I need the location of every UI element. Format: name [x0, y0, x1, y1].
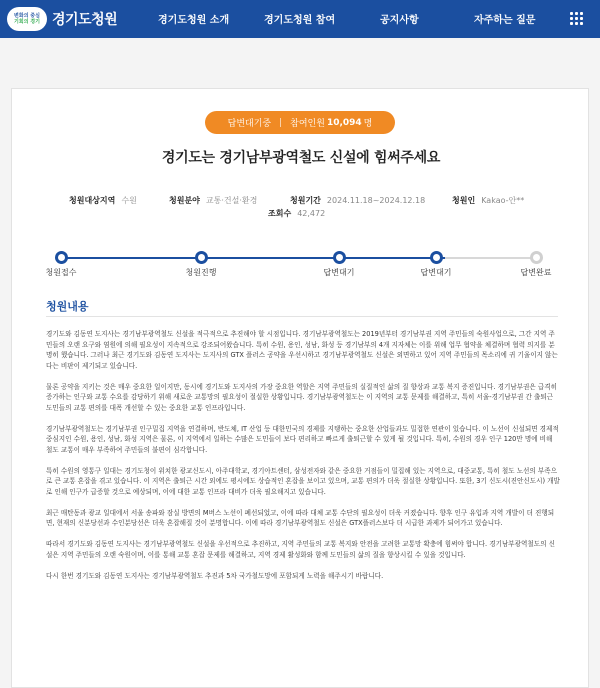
- participants-value: 10,094: [326, 117, 362, 128]
- step-dot-in-progress: [195, 251, 208, 264]
- meta-target: 청원대상지역 수원: [69, 196, 137, 205]
- step-dot-awaiting-2: [430, 251, 443, 264]
- section-title: 청원내용: [46, 300, 89, 313]
- progress-track-remaining: [445, 257, 538, 259]
- paragraph: 특히 수원의 영통구 일대는 경기도청이 위치한 광교신도시, 아주대학교, 경기아트센터, 삼성전자와 같은 중요한 거점들이 밀집해 있는 지역으로, 대중교통, 특히 철도 노선의 부족으로 큰 교통 혼잡을 겪고 있습니다. 이 지역은 출퇴근 시간 외에도 평시에도 상습적인 혼잡을 보이고 있으며, 교통 편의가 더욱 절실한 상황입니다. 또한, 3기 신도시(진안신도시) 개발로 인해 인구가 급증할 것으로 예상되며, 이에 대한 교통 인프라 대비가 더욱 필요해지고 있습니다.: [46, 466, 560, 496]
- nav-petition-intro[interactable]: 경기도청원 소개: [158, 15, 230, 26]
- meta-period: 청원기간 2024.11.18~2024.12.18: [290, 196, 426, 205]
- status-state: 답변대기중: [227, 119, 272, 129]
- nav-petition-participate[interactable]: 경기도청원 참여: [264, 15, 336, 26]
- paragraph: 최근 매탄동과 광교 일대에서 서울 송파와 잠실 방면의 M버스 노선이 폐선되었고, 이에 따라 대체 교통 수단의 필요성이 더욱 커졌습니다. 향후 인구 유입과 지역 개발이 더 진행되면, 현재의 신분당선과 수인분당선은 더욱 혼잡해질 것이 분명합니다. 이에 따라 경기남부광역철도 신설은 GTX플러스보다 더 시급한 과제가 되어가고 있습니다.: [46, 508, 555, 527]
- grid-icon[interactable]: [570, 12, 583, 25]
- paragraph: 물론 공약을 지키는 것은 매우 중요한 일이지만, 동시에 경기도와 도지사의 가장 중요한 역할은 지역 주민들의 실질적인 삶의 질 향상과 교통 복지 증진입니다. 경기남부권은 급격히 증가하는 인구와 교통 수요를 감당하기 위해 새로운 교통망의 필요성이 절실한 상황입니다. 경기남부광역철도는 이 지역의 교통 문제를 해결하고, 특히 서울-경기남부권 간 출퇴근 도민들의 교통 편의를 대폭 개선할 수 있는 중요한 교통 인프라입니다.: [46, 382, 558, 412]
- step-dot-received: [55, 251, 68, 264]
- nav-notice[interactable]: 공지사항: [380, 15, 419, 26]
- step-label-in-progress: 청원진행: [185, 268, 217, 277]
- petition-card: [11, 88, 589, 688]
- status-badge: 답변대기중 | 참여인원 10,094 명: [205, 111, 395, 134]
- step-label-awaiting-2: 답변대기: [420, 268, 452, 277]
- petition-title: 경기도는 경기남부광역철도 신설에 힘써주세요: [161, 150, 441, 166]
- meta-field: 청원분야 교통·건설·환경: [169, 196, 258, 205]
- petition-content: [46, 329, 560, 592]
- step-label-awaiting: 답변대기: [323, 268, 355, 277]
- participants-label: 참여인원: [290, 119, 325, 129]
- paragraph: 따라서 경기도와 김동연 도지사는 경기남부광역철도 신설을 우선적으로 추진하고, 지역 주민들의 교통 복지와 안전을 고려한 교통망 확충에 힘써야 합니다. 경기남부광역철도의 신설은 지역 주민들의 오랜 숙원이며, 이를 통해 교통 혼잡 문제를 해결하고, 지역 경제 활성화와 함께 도민들의 삶의 질을 향상시킬 수 있을 것입니다.: [46, 540, 555, 559]
- meta-views: 조회수 42,472: [268, 209, 326, 218]
- top-navigation-bar: [0, 0, 600, 38]
- logo-text: 경기도청원: [52, 12, 118, 28]
- logo-badge: 변화의 중심 기회의 경기: [7, 7, 47, 31]
- meta-author: 청원인 Kakao-안**: [452, 196, 525, 205]
- nav-faq[interactable]: 자주하는 질문: [474, 15, 536, 26]
- section-divider: [46, 316, 558, 317]
- paragraph: 경기남부광역철도는 경기남부권 인구밀집 지역을 연결하며, 반도체, IT 산업 등 대한민국의 경제를 지탱하는 중요한 산업들과도 밀접한 연관이 있습니다. 이 노선이 신설되면 경제적 중심지인 수원, 용인, 성남, 화성 지역은 물론, 이 지역에서 일하는 수많은 도민들이 보다 편리하고 빠르게 출퇴근할 수 있게 될 것입니다. 특히, 수원의 경우 인구 120만 명에 비해 철도 교통이 매우 부족하여 주민들의 불편이 심각합니다.: [46, 424, 559, 454]
- site-logo[interactable]: [7, 6, 117, 32]
- step-dot-completed: [530, 251, 543, 264]
- paragraph: 다시 한번 경기도와 김동연 도지사는 경기남부광역철도 추진과 5차 국가철도망에 포함되게 노력을 해주시기 바랍니다.: [46, 571, 384, 580]
- step-label-received: 청원접수: [45, 268, 77, 277]
- participants-unit: 명: [363, 119, 373, 129]
- step-label-completed: 답변완료: [520, 268, 552, 277]
- step-dot-awaiting: [333, 251, 346, 264]
- paragraph: 경기도와 김동연 도지사는 경기남부광역철도 신설을 적극적으로 추진해야 할 시점입니다. 경기남부광역철도는 2019년부터 경기남부권 지역 주민들의 숙원사업으로, 그간 지역 주민들의 오랜 요구와 염원에 의해 필요성이 지속적으로 강조되어왔습니다. 특히 수원, 용인, 성남, 화성 등 경기남부의 4개 지자체는 이를 위해 업무 협약을 체결하며 협력 의지를 분명히 했습니다. 그러나 최근 경기도와 김동연 도지사는 도지사의 GTX 플러스 공약을 우선시하고 경기남부광역철도 신설은 외면하고 있어 지역 주민들의 목소리에 귀 기울이지 않는다는 비판이 제기되고 있습니다.: [46, 330, 558, 370]
